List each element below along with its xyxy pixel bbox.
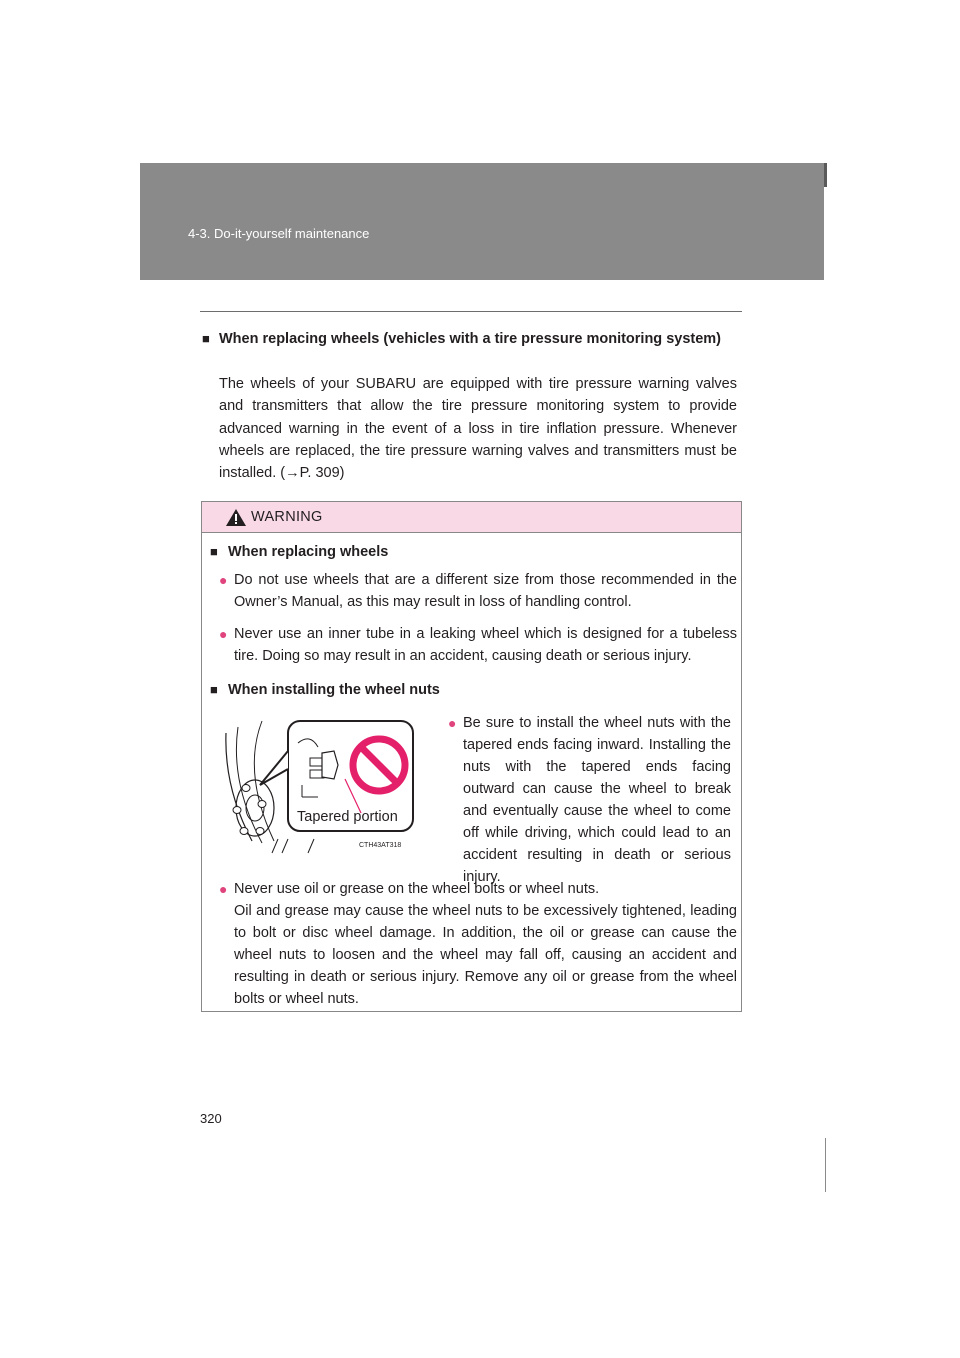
warning-subheading-replacing [210,544,388,560]
bullet-text: Do not use wheels that are a different size from those recommended in the Owner’s Manual, as this may result in loss of handling control. [234,572,737,610]
bullet-text: Never use an inner tube in a leaking wheel which is designed for a tubeless tire. Doing so may result in an accident, causing death or serious injury. [234,626,737,664]
bullet-text-first: Never use oil or grease on the wheel bolts or wheel nuts. [234,881,600,897]
square-bullet-icon: ■ [210,544,218,559]
tapered-portion-label: Tapered portion [297,809,398,825]
bullet-text: Be sure to install the wheel nuts with the tapered ends facing inward. Installing the nuts with the tapered ends facing outward can cause the wheel to break and eventually cause the wheel to come off while driving, which could lead to an accident resulting in death or serious injury. [463,715,731,885]
page-number: 320 [200,1111,222,1126]
wheel-hub-icon [222,713,425,856]
square-bullet-icon: ■ [210,682,218,697]
section-heading [202,328,738,350]
section-title: 4-3. Do-it-yourself maintenance [188,226,370,241]
warning-subheading-installing [210,682,440,698]
figure-code: CTH43AT318 [359,842,402,849]
warning-bullet-3 [448,712,731,888]
bullet-dot-icon: ● [219,572,228,588]
warning-bullet-1 [219,569,737,613]
warning-triangle-icon [226,509,246,526]
bullet-dot-icon: ● [219,881,228,897]
bullet-dot-icon: ● [448,715,457,731]
divider-rule [200,311,742,312]
subheading-text: When replacing wheels [228,544,389,560]
warning-title: WARNING [251,509,323,525]
margin-bar [825,1138,826,1192]
warning-bullet-4 [219,878,737,1010]
square-bullet-icon: ■ [202,331,210,346]
bullet-text-rest: Oil and grease may cause the wheel nuts to be excessively tightened, leading to bolt or disc wheel damage. In addition, the oil or grease can cause the wheel nuts to loosen and the wheel may fall off, causing an accident and resulting in death or serious injury. Remove any oil or grease from the wheel bolts or wheel nuts. [234,903,737,1007]
header-corner-mark [824,163,827,187]
body-paragraph: The wheels of your SUBARU are equipped with tire pressure warning valves and transmitters that allow the tire pressure monitoring system to provide advanced warning in the event of a loss in tire inflation pressure. Whenever wheels are replaced, the tire pressure warning valves and transmitters must be installed. (→P. 309) [219,376,737,482]
heading-text: When replacing wheels (vehicles with a tire pressure monitoring system) [219,331,721,347]
subheading-text: When installing the wheel nuts [228,682,440,698]
bullet-dot-icon: ● [219,626,228,642]
warning-header [202,502,741,533]
header-band [140,163,824,280]
warning-bullet-2 [219,623,737,667]
wheel-nut-illustration [222,713,425,856]
